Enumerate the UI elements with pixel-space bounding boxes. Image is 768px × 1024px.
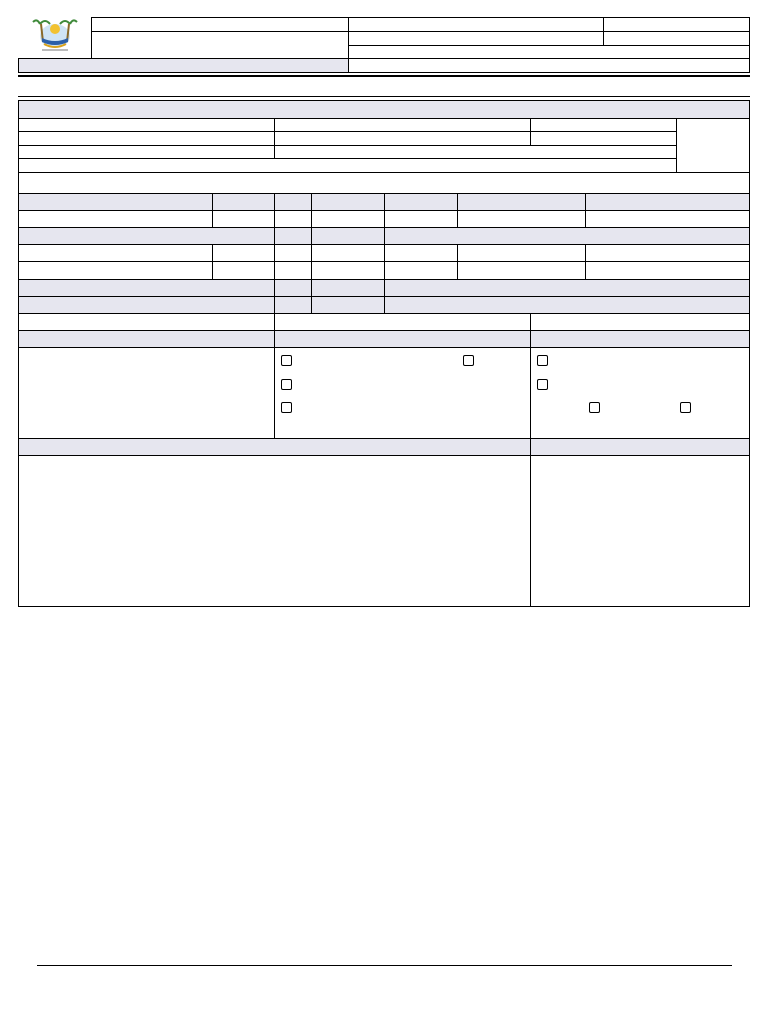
- table-2-row-1-col-4[interactable]: [311, 244, 385, 262]
- table-1-header-col-3: [274, 193, 312, 211]
- info-col-1[interactable]: [18, 313, 275, 331]
- summary-row-2-col-3: [311, 296, 385, 314]
- field-2b[interactable]: [274, 131, 531, 146]
- table-2-row-1-col-7[interactable]: [585, 244, 750, 262]
- field-2a[interactable]: [18, 131, 275, 146]
- table-2-row-2-col-4[interactable]: [311, 261, 385, 280]
- header-title-label: [91, 17, 349, 32]
- header-section-label: [18, 58, 349, 73]
- field-3b[interactable]: [274, 145, 677, 159]
- checkbox-option-6[interactable]: [537, 379, 548, 390]
- field-1a[interactable]: [18, 118, 275, 132]
- field-1c[interactable]: [530, 118, 677, 132]
- checkbox-option-2[interactable]: [463, 355, 474, 366]
- table-1-row-1-col-3[interactable]: [274, 210, 312, 228]
- summary-row-1-col-4: [384, 279, 750, 297]
- table-1-row-1-col-1[interactable]: [18, 210, 213, 228]
- checkbox-option-3[interactable]: [281, 379, 292, 390]
- table-2-row-1-col-6[interactable]: [457, 244, 586, 262]
- table-1-row-1-col-6[interactable]: [457, 210, 586, 228]
- field-3a[interactable]: [18, 145, 275, 159]
- table-1-header-col-2: [212, 193, 275, 211]
- table-2-row-2-col-7[interactable]: [585, 261, 750, 280]
- options-header-col-1: [18, 330, 275, 348]
- notes-textarea[interactable]: [18, 455, 531, 607]
- table-1-header-col-4: [311, 193, 385, 211]
- table-2-row-2-col-6[interactable]: [457, 261, 586, 280]
- table-2-row-2-col-3[interactable]: [274, 261, 312, 280]
- options-header-col-3: [530, 330, 750, 348]
- table-2-row-2-col-1[interactable]: [18, 261, 213, 280]
- signature-box[interactable]: [530, 455, 750, 607]
- summary-row-2-col-4: [384, 296, 750, 314]
- table-2-row-2-col-5[interactable]: [384, 261, 458, 280]
- table-2-row-1-col-1[interactable]: [18, 244, 213, 262]
- header-row-3[interactable]: [348, 45, 750, 59]
- checkbox-option-8[interactable]: [680, 402, 691, 413]
- options-body-col-2: [274, 347, 531, 439]
- info-col-3[interactable]: [530, 313, 750, 331]
- header-section-value[interactable]: [348, 58, 750, 73]
- header-divider-thin: [18, 96, 750, 97]
- summary-row-2-col-2: [274, 296, 312, 314]
- options-body-col-1[interactable]: [18, 347, 275, 439]
- table-2-header-col-4: [384, 227, 750, 245]
- field-5[interactable]: [18, 172, 750, 194]
- table-1-header-col-5: [384, 193, 458, 211]
- header-divider-thick: [18, 75, 750, 77]
- table-1-header-col-7: [585, 193, 750, 211]
- table-1-row-1-col-2[interactable]: [212, 210, 275, 228]
- footer-divider: [37, 965, 732, 966]
- field-1b[interactable]: [274, 118, 531, 132]
- section-1-header: [18, 100, 750, 119]
- notes-header: [18, 438, 531, 456]
- table-1-row-1-col-7[interactable]: [585, 210, 750, 228]
- info-col-2[interactable]: [274, 313, 531, 331]
- table-1-row-1-col-4[interactable]: [311, 210, 385, 228]
- table-2-row-1-col-3[interactable]: [274, 244, 312, 262]
- checkbox-option-1[interactable]: [281, 355, 292, 366]
- municipal-crest-icon: [30, 14, 80, 54]
- summary-row-2-col-1: [18, 296, 275, 314]
- checkbox-option-4[interactable]: [281, 402, 292, 413]
- table-2-header-col-1: [18, 227, 275, 245]
- table-2-row-1-col-5[interactable]: [384, 244, 458, 262]
- table-2-header-col-2: [274, 227, 312, 245]
- summary-row-1-col-2: [274, 279, 312, 297]
- header-doc-value[interactable]: [348, 31, 604, 46]
- table-2-row-1-col-2[interactable]: [212, 244, 275, 262]
- field-2c[interactable]: [530, 131, 677, 146]
- table-2-header-col-3: [311, 227, 385, 245]
- table-2-row-2-col-2[interactable]: [212, 261, 275, 280]
- signature-header: [530, 438, 750, 456]
- header-doc-label: [348, 17, 604, 32]
- summary-row-1-col-3: [311, 279, 385, 297]
- header-code-label: [603, 17, 750, 32]
- options-body-col-3: [530, 347, 750, 439]
- table-1-row-1-col-5[interactable]: [384, 210, 458, 228]
- field-4[interactable]: [18, 158, 677, 173]
- header-title-value[interactable]: [91, 31, 349, 59]
- header-code-value[interactable]: [603, 31, 750, 46]
- crest-logo: [30, 14, 80, 54]
- table-1-header-col-6: [457, 193, 586, 211]
- checkbox-option-5[interactable]: [537, 355, 548, 366]
- options-header-col-2: [274, 330, 531, 348]
- summary-row-1-col-1: [18, 279, 275, 297]
- table-1-header-col-1: [18, 193, 213, 211]
- checkbox-option-7[interactable]: [589, 402, 600, 413]
